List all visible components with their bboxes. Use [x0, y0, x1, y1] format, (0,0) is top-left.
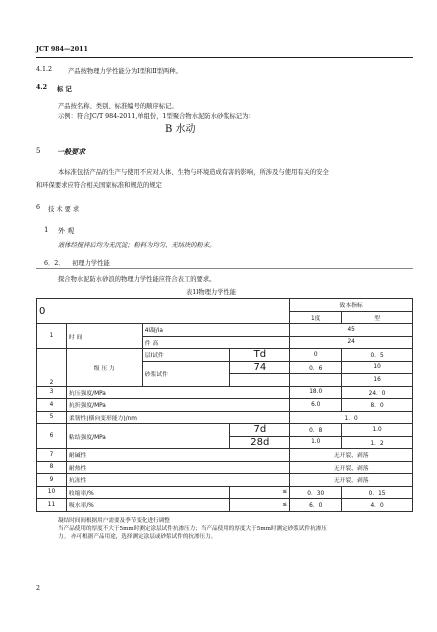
marking-example: B 水动	[165, 124, 196, 135]
section-5-title: 一般要求	[57, 147, 85, 156]
row-number: 7	[37, 449, 67, 462]
header-index: 致本指标	[290, 299, 413, 312]
table-row	[37, 349, 413, 362]
row-value-1: 0．30	[290, 486, 342, 499]
row-number: 9	[37, 474, 67, 487]
section-4-2-title: 标 记	[57, 86, 72, 93]
row-condition: ≤	[230, 499, 290, 512]
row-item: 收缩率/%	[66, 486, 229, 499]
document-code: JCT 984—2011	[36, 46, 88, 53]
row-item: 吸水率/%	[66, 499, 229, 512]
physical-properties-table	[36, 298, 413, 512]
section-5-number: 5	[36, 147, 41, 155]
row-sub: 层l试件	[142, 349, 230, 362]
table-row	[37, 474, 413, 487]
section-6-1-title: 外 观	[58, 227, 75, 235]
table-note-2: 当产品使用的厚度不大于5mm时测定涂层试件抗渗压力；当产品使用的厚度大于5mm时测定砂浆试件抗渗压	[58, 526, 327, 532]
row-value-2: 8．0	[342, 399, 413, 412]
row-condition: 74	[230, 361, 290, 374]
section-6-number: 6	[36, 204, 41, 211]
row-condition: Td	[230, 349, 290, 362]
row-value-2: 16	[342, 374, 413, 387]
row-value-1: 18.0	[290, 386, 342, 399]
row-item: 抗压强度/MPa	[66, 386, 289, 399]
section-rule	[36, 268, 413, 269]
table-row	[37, 324, 413, 337]
row-number: 8	[37, 461, 67, 474]
header-rule	[36, 57, 413, 58]
general-line-1: 本标准包括产品的生产与使用不应对人体、生物与环境造成有害的影响，所涉及与使用有关的安全	[58, 169, 329, 176]
row-value: 无开裂、剥落	[290, 449, 413, 462]
row-number: 3	[37, 386, 67, 399]
row-item: 抗冻性	[66, 474, 289, 487]
row-value: 无开裂，剥落	[290, 474, 413, 487]
row-value-1: 6.0	[290, 399, 342, 412]
row-value-1: 0	[290, 349, 342, 362]
section-4-1-2-number: 4.1.2	[36, 66, 53, 73]
row-number: 5	[37, 411, 67, 424]
row-condition: 7d	[230, 424, 290, 437]
table-row	[37, 399, 413, 412]
row-value-2: 0．15	[342, 486, 413, 499]
row-number: 1	[37, 324, 67, 349]
table-row	[37, 486, 413, 499]
section-6-2-number: 6．2．	[44, 260, 65, 267]
table-note-3: 力。 亦可根据产品用途，选择测定涂层或砂浆试件的抗渗压力。	[58, 534, 217, 540]
row-number: 2	[37, 349, 67, 387]
section-6-2-text: 探合物水泥防水砂浪的物理力学性能应符合表工的要求。	[58, 276, 216, 283]
row-item: 耐碱性	[66, 449, 289, 462]
row-item: 抗折强度/MPa	[66, 399, 289, 412]
header-type-1: 1度	[290, 311, 342, 324]
section-4-1-2-text: 产品按物理力学性能分为Ⅰ型和Ⅱ型两种。	[68, 68, 182, 75]
row-value-2: 1．2	[342, 436, 413, 449]
row-condition: 28d	[230, 436, 290, 449]
table-header-row	[37, 299, 413, 312]
row-value-2: 0．5	[342, 349, 413, 362]
row-value-2: 4．0	[342, 499, 413, 512]
header-type-2: 型	[342, 311, 413, 324]
table-row	[37, 386, 413, 399]
row-value: 1．0	[290, 411, 413, 424]
table-row	[37, 461, 413, 474]
row-item: 耐热性	[66, 461, 289, 474]
row-value: 45	[290, 324, 413, 337]
row-value-1: 0．8	[290, 424, 342, 437]
row-value-2: 24．0	[342, 386, 413, 399]
section-4-2-number: 4.2	[36, 84, 47, 91]
row-number: 11	[37, 499, 67, 512]
row-condition: ≤	[230, 486, 290, 499]
header-left-cell: 0	[37, 299, 290, 324]
section-6-2-title: 初理力学性能	[72, 260, 110, 267]
marking-line-1: 产品按名称、类别、标准编号的顺序标记。	[58, 103, 178, 110]
row-sub: 件 高	[142, 336, 290, 349]
row-value: 24	[290, 336, 413, 349]
page-number: 2	[36, 585, 41, 592]
section-6-title: 技 术 要 求	[48, 206, 80, 213]
table-row	[37, 411, 413, 424]
marking-line-2: 示例：符合JC/T 984-2011,单组份，1型聚合物水泥防水砂浆标记为：	[58, 113, 255, 120]
appearance-text: 液体经搅拌后均为无沉淀；粉料为均匀、无结块的粉末。	[58, 242, 216, 249]
row-number: 4	[37, 399, 67, 412]
row-number: 10	[37, 486, 67, 499]
row-value-1: 0．6	[290, 361, 342, 374]
section-6-1-number: 1	[44, 226, 49, 234]
row-number: 6	[37, 424, 67, 449]
table-row	[37, 424, 413, 437]
row-value-1: 1.0	[290, 436, 342, 449]
row-value-2: 1.0	[342, 424, 413, 437]
row-sub: 砂浆试件	[142, 361, 230, 386]
row-value-2: 10	[342, 361, 413, 374]
row-item: 时 间	[66, 324, 142, 349]
row-item: 粘结强度/MPa	[66, 424, 229, 449]
row-value: 无开裂、剥落	[290, 461, 413, 474]
table-row	[37, 449, 413, 462]
table-row	[37, 499, 413, 512]
row-value-1: 6．0	[290, 499, 342, 512]
general-line-2: 和环保要求应符合相关国家标准和规范的规定	[36, 182, 162, 189]
row-item: 级 压 力	[66, 349, 142, 387]
table-note-1: 凝结时间间根据用户需要及季节变化进行调整	[58, 518, 170, 524]
row-sub: 4l凝/ia	[142, 324, 290, 337]
row-item: 柔韧性(横向变形能力)/nm	[66, 411, 289, 424]
table-caption: 表1l物理力学性能	[186, 289, 237, 296]
